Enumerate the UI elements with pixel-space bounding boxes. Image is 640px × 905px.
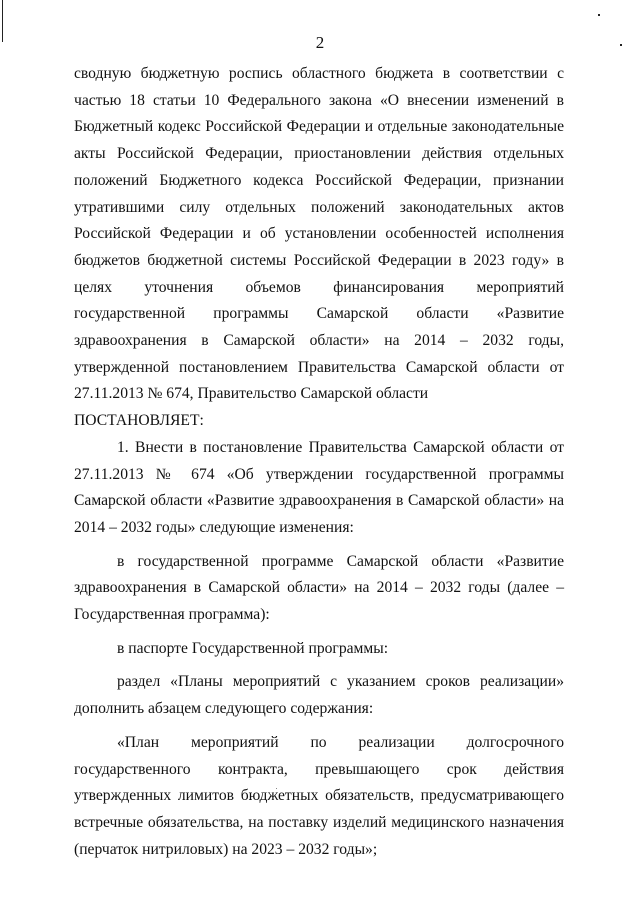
paragraph-plan: «План мероприятий по реализации долгосрочного государственного контракта, превышающего срок действия утвержденных лимитов бюджетных обязательств, предусматривающего встречные обязательства, на поставку изделий медицинского назначения (перчаток нитриловых) на 2023 – 2032 годы»; [74, 733, 564, 858]
paragraph-section: раздел «Планы мероприятий с указанием сроков реализации» дополнить абзацем следующего содержания: [74, 673, 564, 718]
paragraph-resolves: ПОСТАНОВЛЯЕТ: [74, 412, 204, 430]
page-number: 2 [315, 33, 325, 52]
paragraph-program: в государственной программе Самарской области «Развитие здравоохранения в Самарской области» на 2014 – 2032 годы (далее – Государственная программа): [74, 552, 564, 624]
paragraph-passport: в паспорте Государственной программы: [117, 639, 389, 657]
paragraph-preamble: сводную бюджетную роспись областного бюджета в соответствии с частью 18 статьи 10 Федерального закона «О внесении изменений в Бюджетный кодекс Российской Федерации и отдельные законодательные акты Российской Федерации, приостановлении действия отдельных положений Бюджетного кодекса Российской Федерации, признании утратившими силу отдельных положений законодательных актов Российской Федерации и об установлении особенностей исполнения бюджетов бюджетной системы Российской Федерации в 2023 году» в целях уточнения объемов финансирования мероприятий государственной программы Самарской области «Развитие здравоохранения в Самарской области» на 2014 – 2032 годы, утвержденной постановлением Правительства Самарской области от 27.11.2013 № 674, Правительство Самарской области [74, 65, 564, 403]
document-body [74, 61, 564, 863]
paragraph-item-1: 1. Внести в постановление Правительства Самарской области от 27.11.2013 № 674 «Об утверждении государственной программы Самарской области «Развитие здравоохранения в Самарской области» на 2014 – 2032 годы» следующие изменения: [74, 438, 564, 536]
scan-speck [598, 14, 600, 16]
